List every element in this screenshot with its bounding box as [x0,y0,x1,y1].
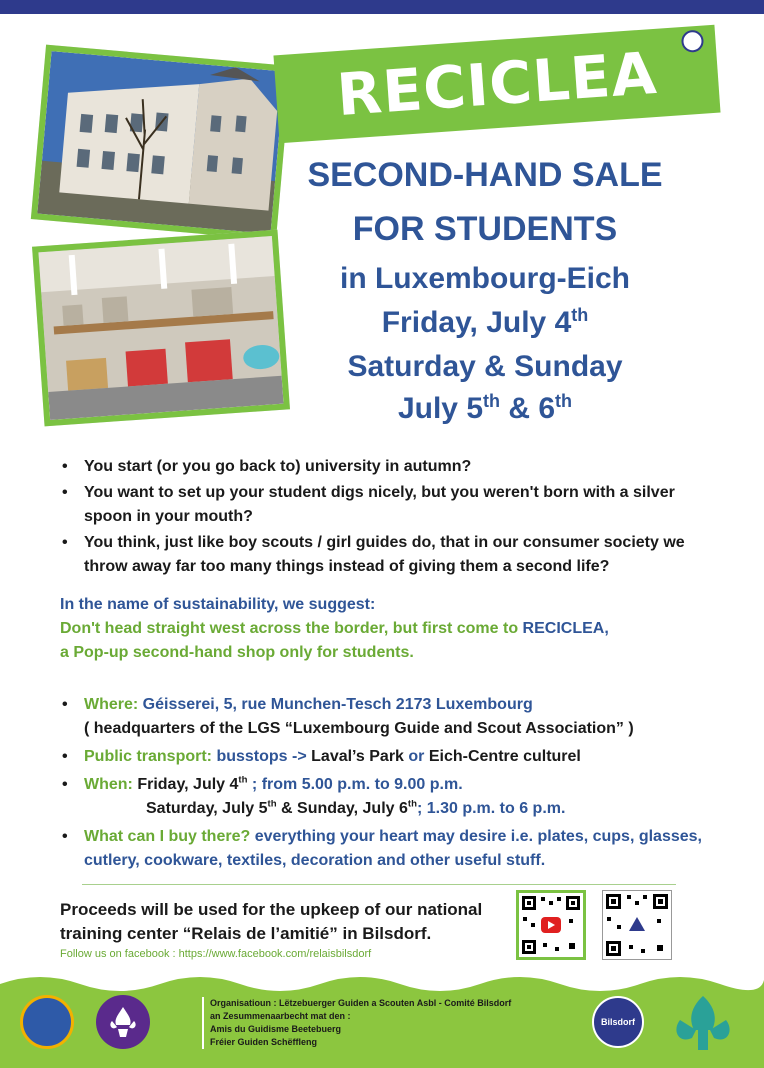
headline-location: in Luxembourg-Eich [339,262,630,295]
facebook-link[interactable]: Follow us on facebook : https://www.facebook.com/relaisbilsdorf [60,948,372,960]
headline-friday: Friday, July 4th [381,305,589,339]
intro-text [60,593,720,665]
where-row: • Where: Géisserei, 5, rue Munchen-Tesch 2173 Luxembourg ( headquarters of the LGS “Luxembourg Guide and Scout Association” ) [60,693,740,741]
question-list [60,455,720,581]
banner-title: RECICLEA [334,38,660,130]
list-item: • You start (or you go back to) university in autumn? [60,455,720,479]
top-bar [0,0,764,14]
scout-badge-icon [681,30,704,53]
headline-weekend: Saturday & Sunday [347,350,623,383]
when-row: • When: Friday, July 4th ; from 5.00 p.m. to 9.00 p.m. Saturday, July 5th & Sunday, July 6th; 1.30 p.m. to 6 p.m. [60,773,740,821]
intro-line3: a Pop-up second-hand shop only for students. [60,644,414,661]
guides-trefoil-icon [670,990,736,1056]
youtube-qr-code[interactable] [516,890,586,960]
sale-room-photo [32,230,290,427]
transport-row: • Public transport: busstops -> Laval’s Park or Eich-Centre culturel [60,745,740,769]
intro-line1: In the name of sustainability, we suggest: [60,596,376,613]
where-note: ( headquarters of the LGS “Luxembourg Guide and Scout Association” ) [84,720,634,737]
wagggs-logo-icon [20,995,74,1049]
reciclea-banner [273,25,720,144]
building-photo [31,45,291,241]
buy-row: • What can I buy there? everything your heart may desire i.e. plates, cups, glasses, cutlery, cookware, textiles, decoration and other useful stuff. [60,825,740,873]
scout-fleur-de-lis-icon [96,995,150,1049]
proceeds-text: Proceeds will be used for the upkeep of our national training center “Relais de l’amitié” in Bilsdorf. [60,900,483,943]
bilsdorf-logo-text: Bilsdorf [600,1017,635,1027]
event-info [60,693,740,877]
footer-organisation: Organisatioun : Lëtzebuerger Guiden a Scouten Asbl - Comité Bilsdorf an Zesummenaarbecht mat den : Amis du Guidisme Beetebuerg Fréier Guiden Schëffleng [202,997,562,1049]
headline-line1: SECOND-HAND SALE [307,156,663,194]
headline-weekend-dates: July 5th & 6th [397,391,573,425]
list-item: • You want to set up your student digs nicely, but you weren't born with a silver spoon in your mouth? [60,481,720,529]
list-item: • You think, just like boy scouts / girl guides do, that in our consumer society we throw away far too many things instead of giving them a second life? [60,531,720,579]
facebook-qr-code[interactable] [602,890,672,960]
divider [82,884,676,885]
intro-line2: Don't head straight west across the border, but first come to RECICLEA, [60,620,609,637]
headline-line2: FOR STUDENTS [352,210,618,248]
bilsdorf-logo-icon [592,996,644,1048]
